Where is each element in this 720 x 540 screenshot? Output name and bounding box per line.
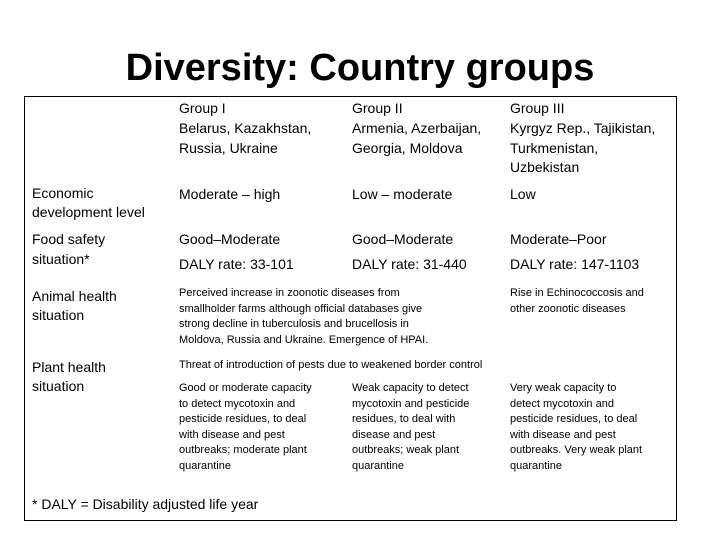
food-safety-group-iii: Moderate–Poor: [510, 231, 607, 247]
plant-health-group-iii: detect mycotoxin and: [510, 397, 614, 410]
animal-health-groups-i-ii: strong decline in tuberculosis and brucellosis in: [179, 318, 409, 330]
plant-health-group-ii: quarantine: [352, 459, 404, 472]
food-safety-group-i: Good–Moderate: [179, 231, 281, 247]
plant-health-group-i: to detect mycotoxin and: [179, 397, 296, 410]
row-label-animal-health: situation: [32, 307, 85, 323]
food-safety-group-ii: Good–Moderate: [352, 231, 454, 247]
daly-rate-group-iii: DALY rate: 147-1103: [510, 256, 640, 272]
row-label-plant-health: situation: [32, 378, 85, 394]
daly-footnote: * DALY = Disability adjusted life year: [32, 496, 259, 512]
animal-health-group-iii: other zoonotic diseases: [510, 302, 626, 315]
economic-group-ii: Low – moderate: [352, 186, 453, 202]
plant-health-group-iii: quarantine: [510, 459, 562, 472]
group-iii-heading: Group III: [510, 100, 565, 116]
plant-health-group-ii: mycotoxin and pesticide: [352, 397, 470, 410]
plant-health-group-ii: Weak capacity to detect: [352, 382, 469, 394]
row-label-animal-health: Animal health: [32, 288, 117, 304]
economic-group-iii: Low: [510, 186, 536, 202]
slide-title: Diversity: Country groups: [125, 47, 595, 89]
animal-health-groups-i-ii: smallholder farms although official databases give: [179, 302, 423, 315]
plant-health-group-i: pesticide residues, to deal: [179, 413, 307, 425]
plant-health-group-i: quarantine: [179, 459, 231, 472]
plant-health-group-ii: disease and pest: [352, 428, 436, 441]
group-ii-countries: Armenia, Azerbaijan,: [352, 120, 482, 136]
row-label-food-safety: situation*: [32, 251, 90, 267]
group-ii-countries: Georgia, Moldova: [352, 140, 463, 156]
daly-rate-group-i: DALY rate: 33-101: [179, 256, 294, 272]
plant-health-all-groups: Threat of introduction of pests due to weakened border control: [179, 359, 483, 371]
plant-health-group-iii: with disease and pest: [510, 428, 616, 441]
group-ii-heading: Group II: [352, 100, 403, 116]
plant-health-group-ii: residues, to deal with: [352, 413, 456, 425]
plant-health-group-iii: Very weak capacity to: [510, 382, 617, 394]
plant-health-group-i: Good or moderate capacity: [179, 382, 312, 394]
plant-health-group-i: with disease and pest: [179, 428, 285, 441]
row-label-food-safety: Food safety: [32, 231, 106, 247]
economic-group-i: Moderate – high: [179, 186, 281, 202]
group-i-countries: Belarus, Kazakhstan,: [179, 120, 312, 136]
plant-health-group-iii: pesticide residues, to deal: [510, 413, 638, 425]
daly-rate-group-ii: DALY rate: 31-440: [352, 256, 467, 272]
group-iii-countries: Kyrgyz Rep., Tajikistan,: [510, 120, 656, 136]
row-label-plant-health: Plant health: [32, 359, 106, 375]
plant-health-group-ii: outbreaks; weak plant: [352, 444, 460, 456]
group-i-countries: Russia, Ukraine: [179, 140, 278, 156]
group-iii-countries: Turkmenistan,: [510, 140, 599, 156]
row-label-economic: Economic: [32, 185, 94, 201]
group-iii-countries: Uzbekistan: [510, 159, 580, 175]
animal-health-groups-i-ii: Perceived increase in zoonotic diseases from: [179, 287, 400, 299]
group-i-heading: Group I: [179, 100, 226, 116]
plant-health-group-iii: outbreaks. Very weak plant: [510, 444, 643, 456]
animal-health-groups-i-ii: Moldova, Russia and Ukraine. Emergence of HPAI.: [179, 333, 429, 346]
plant-health-group-i: outbreaks; moderate plant: [179, 444, 307, 456]
animal-health-group-iii: Rise in Echinococcosis and: [510, 287, 644, 299]
row-label-economic: development level: [32, 204, 145, 220]
